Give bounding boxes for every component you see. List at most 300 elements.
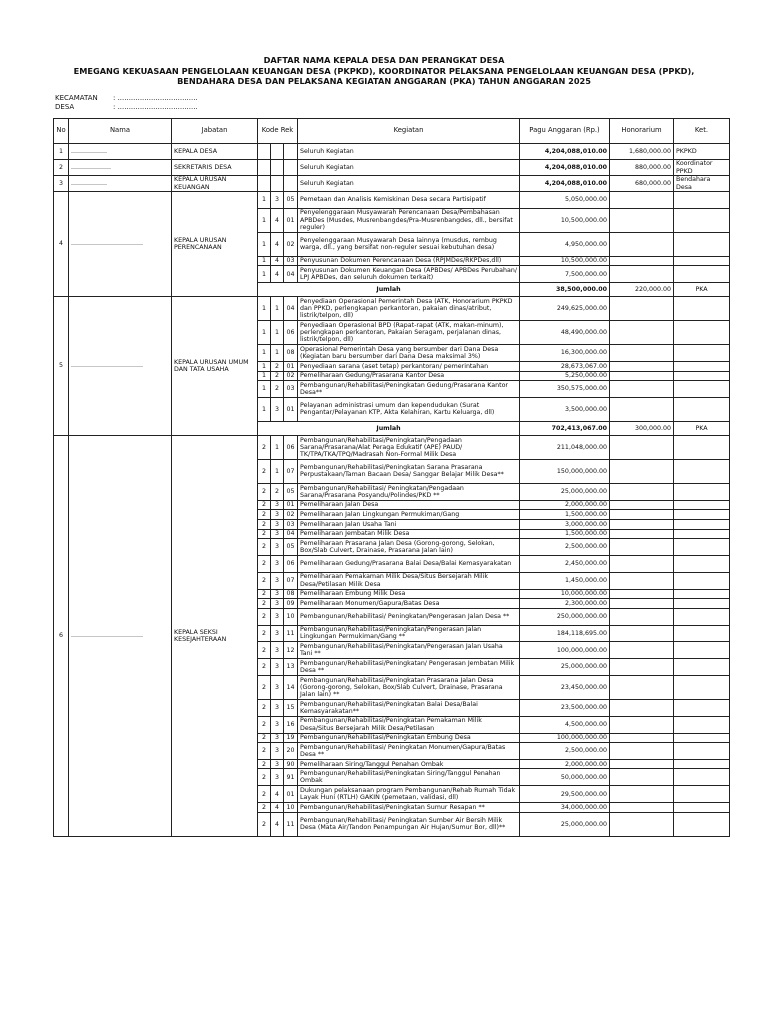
activity-name: Penyelenggaraan Musyawarah Desa lainnya (musdus, rembug warga, dll., yang bersifat non-reguler sesuai kebutuhan desa) <box>298 232 520 256</box>
remark <box>674 529 730 539</box>
kode-rek-1: 2 <box>258 625 271 642</box>
honorarium-value <box>610 743 674 760</box>
desa-label: DESA <box>55 103 75 111</box>
official-name: .................. <box>69 144 172 160</box>
kode-rek-1: 2 <box>258 539 271 556</box>
kode-rek-1: 1 <box>258 381 271 398</box>
kode-rek-2: 1 <box>271 435 284 459</box>
budget-value: 28,673,067.00 <box>520 361 610 371</box>
budget-value: 3,000,000.00 <box>520 519 610 529</box>
kode-rek-1: 2 <box>258 589 271 599</box>
kode-rek-1: 1 <box>258 345 271 362</box>
remark <box>674 297 730 321</box>
honorarium-value <box>610 769 674 786</box>
budget-value: 150,000,000.00 <box>520 459 610 483</box>
kode-rek-1: 2 <box>258 459 271 483</box>
budget-value: 50,000,000.00 <box>520 769 610 786</box>
remark <box>674 321 730 345</box>
honorarium-value <box>610 381 674 398</box>
kode-rek-2: 3 <box>271 519 284 529</box>
kode-rek-2: 1 <box>271 321 284 345</box>
activity-name: Pembangunan/Rehabilitasi/ Peningkatan/Pengerasan Jalan Desa ** <box>298 608 520 625</box>
total-remark: PKA <box>674 421 730 435</box>
kode-rek-3: 13 <box>284 659 298 676</box>
budget-value: 7,500,000.00 <box>520 266 610 283</box>
kode-rek-1: 2 <box>258 642 271 659</box>
official-name: .................... <box>69 160 172 176</box>
remark <box>674 642 730 659</box>
activity-name: Operasional Pemerintah Desa yang bersumber dari Dana Desa (Kegiatan baru bersumber dari Dana Desa maksimal 3%) <box>298 345 520 362</box>
kode-rek-1: 2 <box>258 743 271 760</box>
row-number: 3 <box>54 176 69 192</box>
activity-name: Pemeliharaan Prasarana Jalan Desa (Gorong-gorong, Selokan, Box/Slab Culvert, Drainase, Prasarana Jalan lain) <box>298 539 520 556</box>
activity-name: Pemeliharaan Jalan Usaha Tani <box>298 519 520 529</box>
kode-rek-3: 16 <box>284 716 298 733</box>
kode-rek-3: 91 <box>284 769 298 786</box>
remark <box>674 572 730 589</box>
kode-rek-1: 2 <box>258 675 271 699</box>
kode-rek-3: 01 <box>284 397 298 421</box>
remark <box>674 625 730 642</box>
budget-value: 2,500,000.00 <box>520 743 610 760</box>
budget-value: 250,000,000.00 <box>520 608 610 625</box>
remark <box>674 266 730 283</box>
kode-rek-1: 2 <box>258 812 271 836</box>
total-label: Jumlah <box>258 421 520 435</box>
total-label: Jumlah <box>258 283 520 297</box>
document-subtitle-2: BENDAHARA DESA DAN PELAKSANA KEGIATAN ANGGARAN (PKA) TAHUN ANGGARAN 2025 <box>177 76 591 86</box>
kode-rek-3: 07 <box>284 459 298 483</box>
col-kegiatan: Kegiatan <box>298 119 520 144</box>
honorarium-value <box>610 803 674 813</box>
activity-name: Pemeliharaan Jalan Lingkungan Permukiman/Gang <box>298 510 520 520</box>
honorarium-value <box>610 786 674 803</box>
remark <box>674 699 730 716</box>
kode-rek-1: 1 <box>258 232 271 256</box>
kode-rek-3: 01 <box>284 500 298 510</box>
kode-rek-1: 1 <box>258 266 271 283</box>
budget-value: 4,204,088,010.00 <box>520 160 610 176</box>
honorarium-value: 880,000.00 <box>610 160 674 176</box>
budget-value: 23,450,000.00 <box>520 675 610 699</box>
location-block <box>55 94 198 112</box>
honorarium-value <box>610 519 674 529</box>
kode-rek-1: 1 <box>258 192 271 209</box>
honorarium-value <box>610 256 674 266</box>
kode-rek-3: 20 <box>284 743 298 760</box>
kode-rek-2: 3 <box>271 759 284 769</box>
kode-rek-3 <box>284 176 298 192</box>
officials-table <box>53 118 730 837</box>
budget-value: 1,450,000.00 <box>520 572 610 589</box>
kode-rek-2: 3 <box>271 608 284 625</box>
kode-rek-3: 10 <box>284 608 298 625</box>
honorarium-value <box>610 642 674 659</box>
kode-rek-3 <box>284 144 298 160</box>
kode-rek-2: 4 <box>271 256 284 266</box>
honorarium-value <box>610 266 674 283</box>
activity-name: Penyusunan Dokumen Keuangan Desa (APBDes/ APBDes Perubahan/ LPJ APBDes, dan seluruh dokumen terkait) <box>298 266 520 283</box>
kode-rek-3: 04 <box>284 297 298 321</box>
kode-rek-2: 2 <box>271 483 284 500</box>
honorarium-value <box>610 572 674 589</box>
kode-rek-2: 3 <box>271 733 284 743</box>
col-honorarium: Honorarium <box>610 119 674 144</box>
official-name: .................. <box>69 176 172 192</box>
kode-rek-2: 3 <box>271 769 284 786</box>
kode-rek-3: 04 <box>284 266 298 283</box>
kode-rek-2: 3 <box>271 397 284 421</box>
honorarium-value <box>610 675 674 699</box>
activity-name: Dukungan pelaksanaan program Pembangunan/Rehab Rumah Tidak Layak Huni (RTLH) GAKIN (pemetaan, validasi, dll) <box>298 786 520 803</box>
kode-rek-2 <box>271 144 284 160</box>
kode-rek-1: 2 <box>258 435 271 459</box>
kode-rek-2: 4 <box>271 812 284 836</box>
kode-rek-2: 2 <box>271 381 284 398</box>
activity-name: Penyelenggaraan Musyawarah Perencanaan Desa/Pembahasan APBDes (Musdes, Musrenbangdes/Pra-Musrenbangdes, dll., bersifat reguler) <box>298 208 520 232</box>
kode-rek-2: 3 <box>271 192 284 209</box>
kode-rek-3: 05 <box>284 483 298 500</box>
col-pagu: Pagu Anggaran (Rp.) <box>520 119 610 144</box>
kode-rek-1 <box>258 144 271 160</box>
honorarium-value: 680,000.00 <box>610 176 674 192</box>
remark <box>674 435 730 459</box>
table-row <box>54 176 730 192</box>
remark <box>674 608 730 625</box>
kode-rek-2: 2 <box>271 361 284 371</box>
kode-rek-2: 4 <box>271 232 284 256</box>
budget-value: 10,000,000.00 <box>520 589 610 599</box>
remark <box>674 812 730 836</box>
budget-value: 48,490,000.00 <box>520 321 610 345</box>
activity-name: Pemeliharaan Jembatan Milik Desa <box>298 529 520 539</box>
remark <box>674 371 730 381</box>
kode-rek-3: 05 <box>284 192 298 209</box>
activity-name: Pemeliharaan Gedung/Prasarana Balai Desa/Balai Kemasyarakatan <box>298 555 520 572</box>
activity-name: Pembangunan/Rehabilitasi/Peningkatan Embung Desa <box>298 733 520 743</box>
table-row <box>54 144 730 160</box>
budget-value: 34,000,000.00 <box>520 803 610 813</box>
kode-rek-2: 3 <box>271 642 284 659</box>
budget-value: 25,000,000.00 <box>520 483 610 500</box>
kode-rek-1: 2 <box>258 500 271 510</box>
budget-value: 4,500,000.00 <box>520 716 610 733</box>
activity-name: Pembangunan/Rehabilitasi/Peningkatan/ Pengerasan Jembatan Milik Desa ** <box>298 659 520 676</box>
kode-rek-3: 19 <box>284 733 298 743</box>
kode-rek-1: 2 <box>258 608 271 625</box>
remark <box>674 361 730 371</box>
activity-name: Pembangunan/Rehabilitasi/ Peningkatan Sumber Air Bersih Milik Desa (Mata Air/Tandon Penampungan Air Hujan/Sumur Bor, dll)** <box>298 812 520 836</box>
kode-rek-2 <box>271 160 284 176</box>
remark: Bendahara Desa <box>674 176 730 192</box>
activity-name: Pembangunan/Rehabilitasi/Peningkatan/Pengerasan Jalan Lingkungan Permukiman/Gang ** <box>298 625 520 642</box>
kode-rek-3: 02 <box>284 232 298 256</box>
remark <box>674 786 730 803</box>
remark <box>674 555 730 572</box>
remark <box>674 500 730 510</box>
honorarium-value <box>610 599 674 609</box>
col-ket: Ket. <box>674 119 730 144</box>
honorarium-value <box>610 345 674 362</box>
budget-value: 23,500,000.00 <box>520 699 610 716</box>
total-honorarium: 220,000.00 <box>610 283 674 297</box>
kode-rek-1: 2 <box>258 519 271 529</box>
activity-name: Pemeliharaan Pemakaman Milik Desa/Situs Bersejarah Milik Desa/Petilasan Milik Desa <box>298 572 520 589</box>
kode-rek-2: 4 <box>271 266 284 283</box>
remark: Koordinator PPKD <box>674 160 730 176</box>
kode-rek-3: 10 <box>284 803 298 813</box>
honorarium-value <box>610 555 674 572</box>
activity-name: Pembangunan/Rehabilitasi/Peningkatan Gedung/Prasarana Kantor Desa** <box>298 381 520 398</box>
kode-rek-1: 2 <box>258 716 271 733</box>
official-position: KEPALA DESA <box>172 144 258 160</box>
total-budget: 38,500,000.00 <box>520 283 610 297</box>
remark <box>674 208 730 232</box>
total-budget: 702,413,067.00 <box>520 421 610 435</box>
kode-rek-2: 3 <box>271 529 284 539</box>
kecamatan-value: : .................................... <box>113 94 198 102</box>
budget-value: 29,500,000.00 <box>520 786 610 803</box>
kode-rek-2: 3 <box>271 589 284 599</box>
kode-rek-1: 1 <box>258 321 271 345</box>
honorarium-value <box>610 510 674 520</box>
budget-value: 350,575,000.00 <box>520 381 610 398</box>
activity-name: Pemeliharaan Monumen/Gapura/Batas Desa <box>298 599 520 609</box>
remark <box>674 483 730 500</box>
kode-rek-1: 1 <box>258 208 271 232</box>
activity-name: Pemeliharaan Jalan Desa <box>298 500 520 510</box>
kode-rek-2: 3 <box>271 555 284 572</box>
budget-value: 1,500,000.00 <box>520 510 610 520</box>
activity-name: Pembangunan/Rehabilitasi/Peningkatan Prasarana Jalan Desa (Gorong-gorong, Selokan, Box/Slab Culvert, Drainase, Prasarana Jalan lain) ** <box>298 675 520 699</box>
remark <box>674 345 730 362</box>
budget-value: 5,050,000.00 <box>520 192 610 209</box>
kode-rek-1 <box>258 176 271 192</box>
kode-rek-2: 3 <box>271 500 284 510</box>
kode-rek-3: 01 <box>284 786 298 803</box>
row-number: 4 <box>54 192 69 297</box>
activity-name: Seluruh Kegiatan <box>298 144 520 160</box>
honorarium-value <box>610 459 674 483</box>
kode-rek-3: 06 <box>284 321 298 345</box>
honorarium-value <box>610 321 674 345</box>
official-position: SEKRETARIS DESA <box>172 160 258 176</box>
kode-rek-2: 3 <box>271 659 284 676</box>
honorarium-value <box>610 483 674 500</box>
official-position: KEPALA SEKSI KESEJAHTERAAN <box>172 435 258 836</box>
honorarium-value <box>610 759 674 769</box>
budget-value: 4,204,088,010.00 <box>520 144 610 160</box>
kode-rek-3: 06 <box>284 555 298 572</box>
kecamatan-label: KECAMATAN <box>55 94 98 102</box>
budget-value: 2,000,000.00 <box>520 500 610 510</box>
remark <box>674 659 730 676</box>
honorarium-value <box>610 733 674 743</box>
kode-rek-1: 2 <box>258 483 271 500</box>
honorarium-value <box>610 608 674 625</box>
official-name: .................................... <box>69 297 172 436</box>
budget-value: 4,950,000.00 <box>520 232 610 256</box>
activity-name: Pembangunan/Rehabilitasi/Peningkatan Pemakaman Milik Desa/Situs Bersejarah Milik Desa/Petilasan <box>298 716 520 733</box>
kode-rek-3: 06 <box>284 435 298 459</box>
honorarium-value <box>610 529 674 539</box>
kode-rek-1: 2 <box>258 572 271 589</box>
col-no: No <box>54 119 69 144</box>
table-header <box>54 119 730 144</box>
kode-rek-1 <box>258 160 271 176</box>
kode-rek-1: 1 <box>258 397 271 421</box>
budget-value: 10,500,000.00 <box>520 208 610 232</box>
official-position: KEPALA URUSAN PERENCANAAN <box>172 192 258 297</box>
kode-rek-1: 2 <box>258 803 271 813</box>
budget-value: 2,300,000.00 <box>520 599 610 609</box>
kode-rek-3: 02 <box>284 510 298 520</box>
activity-name: Pemeliharaan Embung Milik Desa <box>298 589 520 599</box>
kode-rek-3: 02 <box>284 371 298 381</box>
kode-rek-1: 1 <box>258 371 271 381</box>
col-kode-rek: Kode Rek <box>258 119 298 144</box>
remark <box>674 743 730 760</box>
document-title-block <box>0 55 768 87</box>
kode-rek-3: 08 <box>284 345 298 362</box>
budget-value: 25,000,000.00 <box>520 659 610 676</box>
activity-name: Pembangunan/Rehabilitasi/ Peningkatan/Pengadaan Sarana/Prasarana Posyandu/Polindes/PKD ** <box>298 483 520 500</box>
remark <box>674 519 730 529</box>
activity-name: Pembangunan/Rehabilitasi/Peningkatan Siring/Tanggul Penahan Ombak <box>298 769 520 786</box>
kode-rek-3 <box>284 160 298 176</box>
kode-rek-3: 01 <box>284 361 298 371</box>
activity-name: Penyediaan Operasional BPD (Rapat-rapat (ATK, makan-minum), perlengkapan perkantoran, Pakaian Seragam, perjalanan dinas, listrik/telpon, dll) <box>298 321 520 345</box>
document-title: DAFTAR NAMA KEPALA DESA DAN PERANGKAT DESA <box>263 55 505 65</box>
activity-name: Seluruh Kegiatan <box>298 176 520 192</box>
kode-rek-2: 1 <box>271 459 284 483</box>
honorarium-value <box>610 539 674 556</box>
budget-value: 4,204,088,010.00 <box>520 176 610 192</box>
kode-rek-2: 3 <box>271 599 284 609</box>
kode-rek-1: 2 <box>258 599 271 609</box>
honorarium-value <box>610 500 674 510</box>
total-honorarium: 300,000.00 <box>610 421 674 435</box>
budget-value: 5,250,000.00 <box>520 371 610 381</box>
kode-rek-3: 90 <box>284 759 298 769</box>
kode-rek-3: 07 <box>284 572 298 589</box>
budget-value: 16,300,000.00 <box>520 345 610 362</box>
remark <box>674 192 730 209</box>
kode-rek-1: 1 <box>258 361 271 371</box>
remark <box>674 459 730 483</box>
official-name: .................................... <box>69 192 172 297</box>
honorarium-value <box>610 589 674 599</box>
kode-rek-3: 03 <box>284 381 298 398</box>
honorarium-value <box>610 232 674 256</box>
budget-value: 184,118,695.00 <box>520 625 610 642</box>
honorarium-value <box>610 192 674 209</box>
honorarium-value <box>610 371 674 381</box>
remark: PKPKD <box>674 144 730 160</box>
kode-rek-1: 2 <box>258 759 271 769</box>
budget-value: 1,500,000.00 <box>520 529 610 539</box>
kode-rek-2: 1 <box>271 345 284 362</box>
kode-rek-1: 2 <box>258 529 271 539</box>
kode-rek-1: 2 <box>258 699 271 716</box>
remark <box>674 510 730 520</box>
col-nama: Nama <box>69 119 172 144</box>
activity-name: Pembangunan/Rehabilitasi/Peningkatan Sumur Resapan ** <box>298 803 520 813</box>
activity-name: Pembangunan/Rehabilitasi/Peningkatan/Pengadaan Sarana/Prasarana/Alat Peraga Edukatif (APE) PAUD/ TK/TPA/TKA/TPQ/Madrasah Non-Formal Milik Desa <box>298 435 520 459</box>
budget-value: 2,500,000.00 <box>520 539 610 556</box>
kode-rek-2: 3 <box>271 699 284 716</box>
table-row <box>54 297 730 321</box>
remark <box>674 759 730 769</box>
remark <box>674 256 730 266</box>
kode-rek-1: 2 <box>258 733 271 743</box>
kode-rek-1: 2 <box>258 659 271 676</box>
remark <box>674 599 730 609</box>
budget-value: 25,000,000.00 <box>520 812 610 836</box>
kode-rek-3: 15 <box>284 699 298 716</box>
official-name: .................................... <box>69 435 172 836</box>
honorarium-value <box>610 297 674 321</box>
kode-rek-3: 05 <box>284 539 298 556</box>
kode-rek-3: 11 <box>284 625 298 642</box>
kode-rek-3: 09 <box>284 599 298 609</box>
budget-value: 2,450,000.00 <box>520 555 610 572</box>
kode-rek-1: 1 <box>258 297 271 321</box>
kode-rek-2: 3 <box>271 539 284 556</box>
honorarium-value: 1,680,000.00 <box>610 144 674 160</box>
activity-name: Pemeliharaan Siring/Tanggul Penahan Ombak <box>298 759 520 769</box>
table-row <box>54 160 730 176</box>
activity-name: Pemeliharaan Gedung/Prasarana Kantor Desa <box>298 371 520 381</box>
kode-rek-1: 2 <box>258 786 271 803</box>
kode-rek-3: 01 <box>284 208 298 232</box>
remark <box>674 733 730 743</box>
honorarium-value <box>610 361 674 371</box>
official-position: KEPALA URUSAN UMUM DAN TATA USAHA <box>172 297 258 436</box>
honorarium-value <box>610 397 674 421</box>
budget-value: 3,500,000.00 <box>520 397 610 421</box>
remark <box>674 539 730 556</box>
remark <box>674 769 730 786</box>
kode-rek-2: 4 <box>271 208 284 232</box>
official-position: KEPALA URUSAN KEUANGAN <box>172 176 258 192</box>
remark <box>674 803 730 813</box>
kode-rek-1: 1 <box>258 256 271 266</box>
activity-name: Penyusunan Dokumen Perencanaan Desa (RPJMDes/RKPDes,dll) <box>298 256 520 266</box>
honorarium-value <box>610 812 674 836</box>
kode-rek-2: 3 <box>271 510 284 520</box>
kode-rek-3: 14 <box>284 675 298 699</box>
kode-rek-2 <box>271 176 284 192</box>
kode-rek-1: 2 <box>258 555 271 572</box>
remark <box>674 589 730 599</box>
activity-name: Pemetaan dan Analisis Kemiskinan Desa secara Partisipatif <box>298 192 520 209</box>
honorarium-value <box>610 716 674 733</box>
activity-name: Pelayanan administrasi umum dan kependudukan (Surat Pengantar/Pelayanan KTP, Akta Kelahiran, Kartu Keluarga, dll) <box>298 397 520 421</box>
budget-value: 249,625,000.00 <box>520 297 610 321</box>
kode-rek-3: 12 <box>284 642 298 659</box>
remark <box>674 397 730 421</box>
activity-name: Penyediaan Operasional Pemerintah Desa (ATK, Honorarium PKPKD dan PPKD, perlengkapan perkantoran, pakaian dinas/atribut, listrik/telpon, dll) <box>298 297 520 321</box>
budget-value: 10,500,000.00 <box>520 256 610 266</box>
honorarium-value <box>610 659 674 676</box>
budget-value: 211,048,000.00 <box>520 435 610 459</box>
activity-name: Penyediaan sarana (aset tetap) perkantoran/ pemerintahan <box>298 361 520 371</box>
kode-rek-3: 03 <box>284 519 298 529</box>
kode-rek-3: 04 <box>284 529 298 539</box>
remark <box>674 381 730 398</box>
kode-rek-2: 3 <box>271 572 284 589</box>
